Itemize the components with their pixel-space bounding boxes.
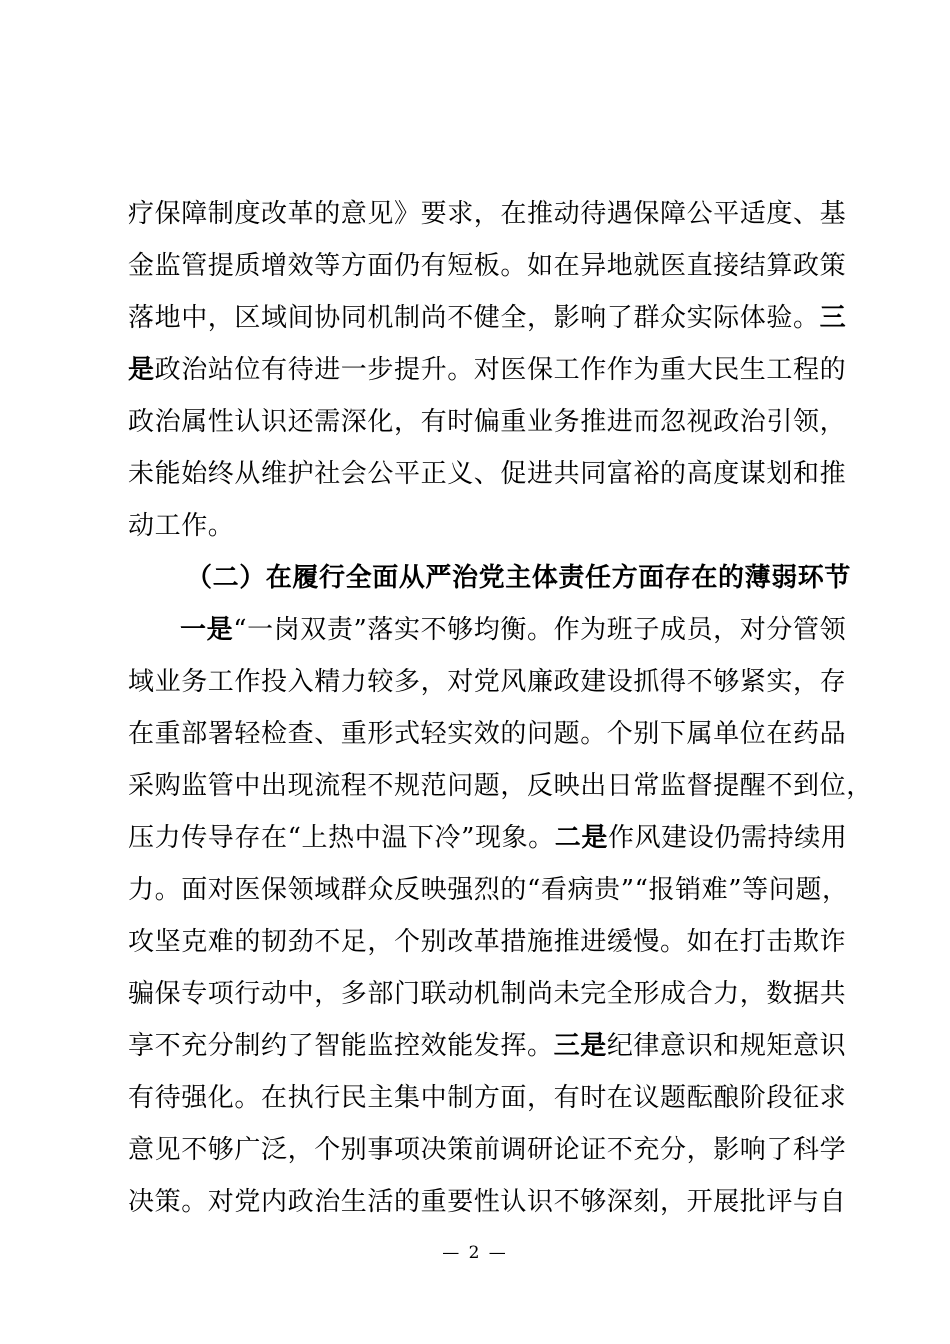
- text-line-19: 意见不够广泛，个别事项决策前调研论证不充分，影响了科学: [128, 1135, 847, 1165]
- text-line-11: 在重部署轻检查、重形式轻实效的问题。个别下属单位在药品: [128, 719, 847, 749]
- text-line-15: 攻坚克难的韧劲不足，个别改革措施推进缓慢。如在打击欺诈: [128, 927, 847, 957]
- text-line-16: 骗保专项行动中，多部门联动机制尚未完全形成合力，数据共: [128, 979, 847, 1009]
- section-heading: （二）在履行全面从严治党主体责任方面存在的薄弱环节: [186, 563, 852, 593]
- line-text: 政治站位有待进一步提升。对医保工作作为重大民生工程的: [154, 355, 847, 385]
- text-line-18: 有待强化。在执行民主集中制方面，有时在议题酝酿阶段征求: [128, 1083, 847, 1113]
- text-line-10: 域业务工作投入精力较多，对党风廉政建设抓得不够紧实，存: [128, 667, 847, 697]
- page-number: — 2 —: [442, 1243, 508, 1263]
- text-line-5: 政治属性认识还需深化，有时偏重业务推进而忽视政治引领，: [128, 407, 847, 437]
- body-text: [128, 188, 873, 1228]
- bold-marker: 二是: [554, 823, 608, 853]
- line-text: 压力传导存在“上热中温下冷”现象。: [128, 823, 555, 853]
- bold-marker: 一是: [180, 615, 234, 645]
- text-line-1: 疗保障制度改革的意见》要求，在推动待遇保障公平适度、基: [128, 199, 847, 229]
- bold-marker: 是: [128, 355, 155, 385]
- text-line-20: 决策。对党内政治生活的重要性认识不够深刻，开展批评与自: [128, 1187, 847, 1217]
- line-text: 作风建设仍需持续用: [608, 823, 848, 853]
- text-line-13: [128, 812, 848, 864]
- text-line-3: [128, 292, 847, 344]
- line-text: 纪律意识和规矩意识: [606, 1031, 847, 1061]
- line-text: 享不充分制约了智能监控效能发挥。: [128, 1031, 554, 1061]
- text-line-2: 金监管提质增效等方面仍有短板。如在异地就医直接结算政策: [128, 251, 847, 281]
- text-line-14: 力。面对医保领域群众反映强烈的“看病贵”“报销难”等问题，: [128, 875, 849, 905]
- text-line-6: 未能始终从维护社会公平正义、促进共同富裕的高度谋划和推: [128, 459, 847, 489]
- text-line-9: [128, 604, 847, 656]
- text-line-7: 动工作。: [128, 511, 235, 541]
- text-line-17: [128, 1020, 847, 1072]
- text-line-4: [128, 344, 847, 396]
- text-line-12: 采购监管中出现流程不规范问题，反映出日常监督提醒不到位，: [128, 771, 873, 801]
- line-text: “一岗双责”落实不够均衡。作为班子成员，对分管领: [233, 615, 847, 645]
- line-text: 落地中，区域间协同机制尚不健全，影响了群众实际体验。: [128, 303, 820, 333]
- bold-marker: 三: [819, 303, 847, 333]
- bold-marker: 三是: [553, 1031, 607, 1061]
